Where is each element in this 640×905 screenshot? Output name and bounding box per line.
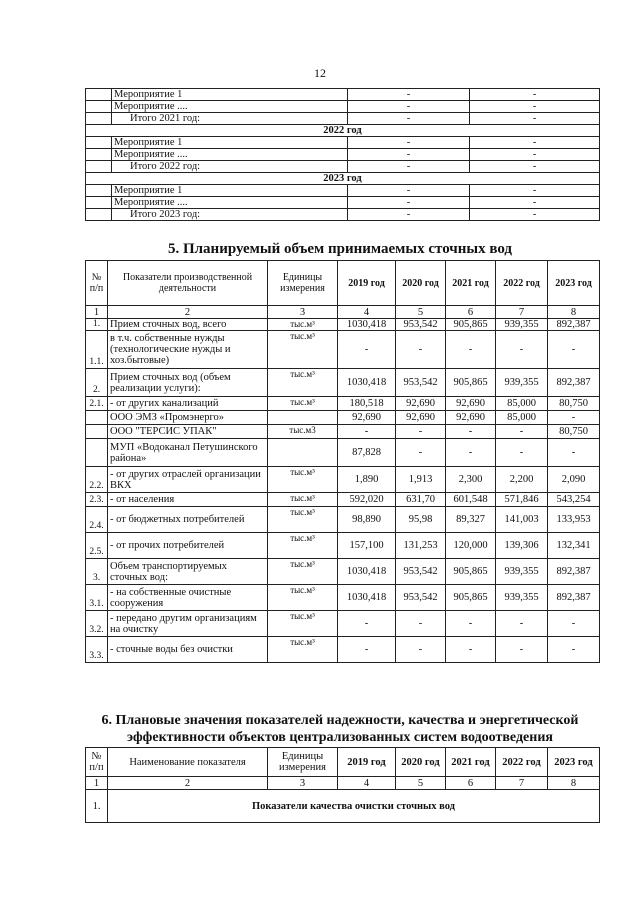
row-value: 905,865 — [446, 319, 496, 331]
row-number: 1. — [86, 319, 108, 331]
row-value: 905,865 — [446, 369, 496, 397]
row-name: в т.ч. собственные нужды (технологические нужды и хоз.бытовые) — [108, 331, 268, 369]
wastewater-volume-table — [85, 260, 600, 663]
row-value: - — [548, 611, 600, 637]
row-value: - — [548, 637, 600, 663]
row-unit: тыс.м³ — [268, 397, 338, 411]
measure-total: Итого 2022 год: — [112, 161, 348, 173]
cell: - — [470, 149, 600, 161]
index-cell: 4 — [338, 306, 396, 319]
row-value: 953,542 — [396, 319, 446, 331]
col-header: Единицы измерения — [268, 261, 338, 306]
row-name: - сточные воды без очистки — [108, 637, 268, 663]
row-value: - — [548, 411, 600, 425]
row-unit: тыс.м³ — [268, 611, 338, 637]
row-unit: тыс.м³ — [268, 369, 338, 397]
measure-name: Мероприятие .... — [112, 149, 348, 161]
row-number: 3.3. — [86, 637, 108, 663]
row-unit: тыс.м³ — [268, 637, 338, 663]
row-name: ООО "ТЕРСИС УПАК" — [108, 425, 268, 439]
row-unit: тыс.м³ — [268, 493, 338, 507]
row-value: - — [396, 439, 446, 467]
measure-name: Мероприятие 1 — [112, 185, 348, 197]
row-number — [86, 411, 108, 425]
row-number: 1.1. — [86, 331, 108, 369]
row-value: 2,200 — [496, 467, 548, 493]
cell: - — [470, 137, 600, 149]
cell: - — [470, 113, 600, 125]
row-value: - — [338, 611, 396, 637]
row-value: - — [496, 439, 548, 467]
row-value: 1030,418 — [338, 369, 396, 397]
row-value: 892,387 — [548, 319, 600, 331]
row-number: 3.1. — [86, 585, 108, 611]
row-value: 92,690 — [396, 397, 446, 411]
row-value: - — [446, 611, 496, 637]
row-name: - на собственные очистные сооружения — [108, 585, 268, 611]
row-number: 2.2. — [86, 467, 108, 493]
row-unit: тыс.м³ — [268, 533, 338, 559]
table-row — [86, 493, 600, 507]
table-row — [86, 197, 600, 209]
row-value: 592,020 — [338, 493, 396, 507]
row-value: 1030,418 — [338, 585, 396, 611]
cell: - — [348, 101, 470, 113]
row-value: 80,750 — [548, 397, 600, 411]
row-number: 2.3. — [86, 493, 108, 507]
table-row — [86, 559, 600, 585]
index-cell: 2 — [108, 306, 268, 319]
row-value: - — [396, 331, 446, 369]
header-row — [86, 748, 600, 777]
section-6-heading-line2: эффективности объектов централизованных систем водоотведения — [127, 730, 553, 745]
table-row — [86, 369, 600, 397]
row-value: 939,355 — [496, 369, 548, 397]
row-value: 892,387 — [548, 559, 600, 585]
index-row — [86, 306, 600, 319]
table-row — [86, 101, 600, 113]
cell: - — [470, 101, 600, 113]
row-value: 92,690 — [446, 397, 496, 411]
col-header: Наименование показателя — [108, 748, 268, 777]
row-value: 85,000 — [496, 397, 548, 411]
row-value: 85,000 — [496, 411, 548, 425]
row-value: 1,913 — [396, 467, 446, 493]
index-cell: 5 — [396, 306, 446, 319]
table-row — [86, 439, 600, 467]
col-header: 2022 год — [496, 261, 548, 306]
index-cell: 7 — [496, 777, 548, 790]
row-value: 1,890 — [338, 467, 396, 493]
row-value: 939,355 — [496, 585, 548, 611]
table-row — [86, 611, 600, 637]
row-name: МУП «Водоканал Петушинского района» — [108, 439, 268, 467]
row-value: - — [446, 425, 496, 439]
cell: - — [348, 197, 470, 209]
row-number: 3. — [86, 559, 108, 585]
index-cell: 3 — [268, 777, 338, 790]
row-value: - — [496, 637, 548, 663]
cell: - — [470, 89, 600, 101]
row-unit: тыс.м³ — [268, 507, 338, 533]
row-value: - — [396, 637, 446, 663]
cell: - — [348, 209, 470, 221]
row-value: 98,890 — [338, 507, 396, 533]
index-cell: 4 — [338, 777, 396, 790]
row-value: - — [338, 637, 396, 663]
col-header: 2023 год — [548, 748, 600, 777]
row-number: 2.5. — [86, 533, 108, 559]
measure-name: Мероприятие 1 — [112, 89, 348, 101]
index-cell: 6 — [446, 777, 496, 790]
row-value: 543,254 — [548, 493, 600, 507]
row-value: 953,542 — [396, 559, 446, 585]
index-cell: 6 — [446, 306, 496, 319]
row-value: 92,690 — [338, 411, 396, 425]
index-cell: 7 — [496, 306, 548, 319]
row-number: 2. — [86, 369, 108, 397]
row-value: 939,355 — [496, 319, 548, 331]
row-value: 571,846 — [496, 493, 548, 507]
row-number — [86, 425, 108, 439]
col-header: 2019 год — [338, 261, 396, 306]
row-name: Объем транспортируемых сточных вод: — [108, 559, 268, 585]
row-value: 141,003 — [496, 507, 548, 533]
year-label: 2023 год — [86, 173, 600, 185]
row-unit: тыс.м3 — [268, 425, 338, 439]
row-number: 2.4. — [86, 507, 108, 533]
row-value: - — [396, 611, 446, 637]
row-value: 939,355 — [496, 559, 548, 585]
row-unit: тыс.м³ — [268, 331, 338, 369]
table-row — [86, 467, 600, 493]
row-value: 132,341 — [548, 533, 600, 559]
table-row — [86, 319, 600, 331]
table-row — [86, 411, 600, 425]
wastewater-volume-rows — [86, 319, 600, 663]
row-name: - от бюджетных потребителей — [108, 507, 268, 533]
row-value: 87,828 — [338, 439, 396, 467]
index-cell: 1 — [86, 306, 108, 319]
row-value: 120,000 — [446, 533, 496, 559]
row-value: 892,387 — [548, 585, 600, 611]
row-value: - — [496, 611, 548, 637]
col-header: № п/п — [86, 748, 108, 777]
cell: - — [470, 161, 600, 173]
row-name: - от других канализаций — [108, 397, 268, 411]
cell: - — [348, 185, 470, 197]
index-cell: 3 — [268, 306, 338, 319]
table-row — [86, 585, 600, 611]
row-value: 180,518 — [338, 397, 396, 411]
row-value: 905,865 — [446, 585, 496, 611]
cell: - — [470, 185, 600, 197]
col-header: 2020 год — [396, 261, 446, 306]
cell: - — [348, 149, 470, 161]
row-value: - — [548, 439, 600, 467]
index-row — [86, 777, 600, 790]
cell: - — [348, 113, 470, 125]
measures-table — [85, 88, 600, 221]
page-number: 12 — [314, 66, 326, 80]
measure-name: Мероприятие .... — [112, 101, 348, 113]
row-number: 2.1. — [86, 397, 108, 411]
row-value: 133,953 — [548, 507, 600, 533]
row-value: 601,548 — [446, 493, 496, 507]
row-value: 131,253 — [396, 533, 446, 559]
row-name: - от других отраслей организации ВКХ — [108, 467, 268, 493]
row-number: 3.2. — [86, 611, 108, 637]
cell: - — [348, 89, 470, 101]
col-header: 2020 год — [396, 748, 446, 777]
section-5-heading: 5. Планируемый объем принимаемых сточных вод — [167, 241, 513, 257]
section-6-heading-line1: 6. Плановые значения показателей надежности, качества и энергетической — [101, 713, 579, 728]
row-name: - передано другим организациям на очистку — [108, 611, 268, 637]
col-header: 2019 год — [338, 748, 396, 777]
row-value: 89,327 — [446, 507, 496, 533]
col-header: № п/п — [86, 261, 108, 306]
row-unit — [268, 411, 338, 425]
row-name: - от прочих потребителей — [108, 533, 268, 559]
cell: - — [348, 137, 470, 149]
row-unit: тыс.м³ — [268, 559, 338, 585]
row-value: - — [496, 425, 548, 439]
table-row — [86, 185, 600, 197]
col-header: 2022 год — [496, 748, 548, 777]
index-cell: 8 — [548, 777, 600, 790]
row-name: - от населения — [108, 493, 268, 507]
row-unit: тыс.м³ — [268, 467, 338, 493]
index-cell: 1 — [86, 777, 108, 790]
year-label: 2022 год — [86, 125, 600, 137]
table-row — [86, 425, 600, 439]
row-value: - — [446, 637, 496, 663]
measure-name: Мероприятие 1 — [112, 137, 348, 149]
row-value: 2,090 — [548, 467, 600, 493]
table-row — [86, 149, 600, 161]
row-number — [86, 439, 108, 467]
cell: - — [348, 161, 470, 173]
row-value: - — [338, 331, 396, 369]
table-row — [86, 89, 600, 101]
section-number: 1. — [86, 790, 108, 823]
table-row — [86, 161, 600, 173]
table-row — [86, 637, 600, 663]
row-value: 92,690 — [396, 411, 446, 425]
section-row — [86, 790, 600, 823]
table-row — [86, 137, 600, 149]
year-row — [86, 125, 600, 137]
row-name: ООО ЭМЗ «Промэнерго» — [108, 411, 268, 425]
row-value: 631,70 — [396, 493, 446, 507]
row-value: 157,100 — [338, 533, 396, 559]
index-cell: 5 — [396, 777, 446, 790]
row-name: Прием сточных вод, всего — [108, 319, 268, 331]
row-name: Прием сточных вод (объем реализации услуги): — [108, 369, 268, 397]
measure-total: Итого 2023 год: — [112, 209, 348, 221]
row-value: - — [548, 331, 600, 369]
row-value: - — [446, 331, 496, 369]
table-row — [86, 331, 600, 369]
row-value: - — [396, 425, 446, 439]
row-value: - — [446, 439, 496, 467]
table-row — [86, 533, 600, 559]
table-row — [86, 507, 600, 533]
measure-total: Итого 2021 год: — [112, 113, 348, 125]
row-value: 905,865 — [446, 559, 496, 585]
row-value: 1030,418 — [338, 559, 396, 585]
col-header: Показатели производственной деятельности — [108, 261, 268, 306]
cell: - — [470, 197, 600, 209]
row-value: 1030,418 — [338, 319, 396, 331]
table-row — [86, 113, 600, 125]
row-value: 953,542 — [396, 369, 446, 397]
index-cell: 8 — [548, 306, 600, 319]
row-value: 95,98 — [396, 507, 446, 533]
header-row — [86, 261, 600, 306]
col-header: 2021 год — [446, 748, 496, 777]
col-header: 2021 год — [446, 261, 496, 306]
indicators-table — [85, 747, 600, 823]
row-value: 2,300 — [446, 467, 496, 493]
row-value: 80,750 — [548, 425, 600, 439]
row-value: - — [496, 331, 548, 369]
section-title: Показатели качества очистки сточных вод — [108, 790, 600, 823]
row-value: 953,542 — [396, 585, 446, 611]
table-row — [86, 397, 600, 411]
col-header: Единицы измерения — [268, 748, 338, 777]
row-value: 139,306 — [496, 533, 548, 559]
row-value: 892,387 — [548, 369, 600, 397]
row-value: 92,690 — [446, 411, 496, 425]
row-unit: тыс.м³ — [268, 319, 338, 331]
measure-name: Мероприятие .... — [112, 197, 348, 209]
row-unit — [268, 439, 338, 467]
index-cell: 2 — [108, 777, 268, 790]
year-row — [86, 173, 600, 185]
cell: - — [470, 209, 600, 221]
table-row — [86, 209, 600, 221]
col-header: 2023 год — [548, 261, 600, 306]
row-unit: тыс.м³ — [268, 585, 338, 611]
row-value: - — [338, 425, 396, 439]
